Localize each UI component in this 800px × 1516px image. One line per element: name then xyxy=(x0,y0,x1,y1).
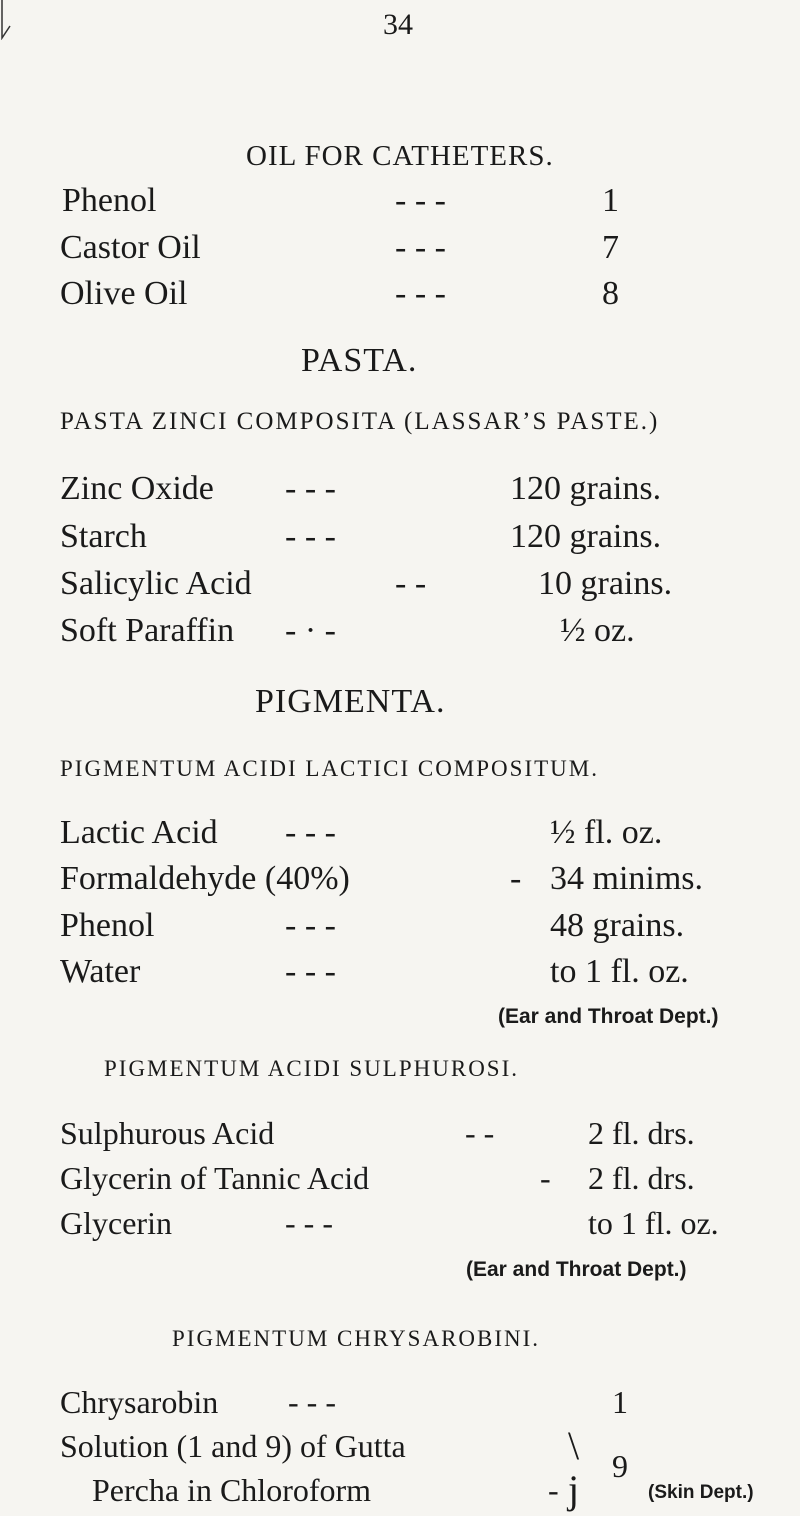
ingredient-name: Salicylic Acid xyxy=(60,565,252,602)
leader-dashes: - xyxy=(548,1472,559,1508)
ingredient-name: Sulphurous Acid xyxy=(60,1115,275,1151)
recipe-row-phenol xyxy=(0,182,800,226)
recipe-row-water xyxy=(0,953,800,997)
subheading-pigmentum-lactici: PIGMENTUM ACIDI LACTICI COMPOSITUM. xyxy=(60,756,599,781)
ingredient-quantity: 10 grains. xyxy=(538,565,673,602)
leader-dashes: - - - xyxy=(285,518,336,555)
leader-dashes: - - - xyxy=(285,907,336,944)
ingredient-name: Starch xyxy=(60,518,147,555)
recipe-row-zinc-oxide xyxy=(0,470,800,514)
recipe-row-lactic-acid xyxy=(0,814,800,858)
ingredient-name: Soft Paraffin xyxy=(60,612,235,649)
heading-pigmenta: PIGMENTA. xyxy=(255,683,446,720)
leader-dashes: - xyxy=(540,1160,551,1196)
ingredient-name: Water xyxy=(60,953,141,990)
page-number: 34 xyxy=(383,8,413,41)
leader-dashes: - - xyxy=(395,565,427,602)
department-note-chrysarobini: (Skin Dept.) xyxy=(648,1482,754,1503)
grouping-brace: \ xyxy=(568,1423,580,1468)
leader-dashes: - - - xyxy=(288,1384,336,1420)
subheading-pigmentum-sulphurosi: PIGMENTUM ACIDI SULPHUROSI. xyxy=(104,1056,520,1081)
ingredient-quantity: 2 fl. drs. xyxy=(588,1160,695,1196)
ingredient-name: Glycerin xyxy=(60,1205,172,1241)
leader-dashes: - - - xyxy=(395,182,446,219)
ingredient-name: Formaldehyde (40%) xyxy=(60,860,350,897)
ingredient-name: Chrysarobin xyxy=(60,1384,219,1420)
ingredient-name: Olive Oil xyxy=(60,275,188,312)
leader-dashes: - · - xyxy=(285,612,336,649)
ingredient-quantity: 1 xyxy=(612,1384,628,1420)
ingredient-name: Glycerin of Tannic Acid xyxy=(60,1160,370,1196)
page-corner-mark xyxy=(0,0,40,40)
department-note-sulphurosi: (Ear and Throat Dept.) xyxy=(466,1258,687,1281)
leader-dashes: - xyxy=(510,860,522,897)
recipe-row-castor-oil xyxy=(0,229,800,273)
subheading-pigmentum-chrysarobini: PIGMENTUM CHRYSAROBINI. xyxy=(172,1326,541,1351)
ingredient-quantity: ½ oz. xyxy=(560,612,635,649)
recipe-row-glycerin-tannic xyxy=(0,1160,800,1204)
ingredient-quantity: to 1 fl. oz. xyxy=(588,1205,719,1241)
ingredient-quantity: to 1 fl. oz. xyxy=(550,953,689,990)
ingredient-quantity: 48 grains. xyxy=(550,907,685,944)
recipe-row-soft-paraffin xyxy=(0,612,800,656)
ingredient-name: Phenol xyxy=(62,182,157,219)
ingredient-name-line2: Percha in Chloroform xyxy=(92,1472,372,1508)
recipe-row-glycerin xyxy=(0,1205,800,1249)
subheading-pasta-zinci: PASTA ZINCI COMPOSITA (LASSAR’S PASTE.) xyxy=(60,408,660,435)
grouping-brace-bottom: j xyxy=(568,1467,580,1512)
ingredient-quantity: ½ fl. oz. xyxy=(550,814,663,851)
leader-dashes: - - xyxy=(465,1115,495,1151)
leader-dashes: - - - xyxy=(285,953,336,990)
leader-dashes: - - - xyxy=(285,1205,333,1241)
ingredient-name: Zinc Oxide xyxy=(60,470,214,507)
section-title-oil-for-catheters: OIL FOR CATHETERS. xyxy=(246,140,554,172)
department-note-lactici: (Ear and Throat Dept.) xyxy=(498,1005,719,1028)
ingredient-quantity: 2 fl. drs. xyxy=(588,1115,695,1151)
ingredient-quantity: 1 xyxy=(602,182,619,219)
recipe-row-gutta-percha-line1 xyxy=(0,1423,800,1484)
leader-dashes: - - - xyxy=(395,229,446,266)
recipe-row-salicylic-acid xyxy=(0,565,800,609)
recipe-row-chrysarobin xyxy=(0,1384,800,1428)
ingredient-name: Castor Oil xyxy=(60,229,201,266)
recipe-row-starch xyxy=(0,518,800,562)
ingredient-name: Phenol xyxy=(60,907,155,944)
ingredient-quantity: 34 minims. xyxy=(550,860,704,897)
recipe-row-formaldehyde xyxy=(0,860,800,904)
ingredient-name-line1: Solution (1 and 9) of Gutta xyxy=(60,1428,406,1464)
heading-pasta: PASTA. xyxy=(301,342,418,379)
ingredient-quantity: 7 xyxy=(602,229,619,266)
ingredient-name: Lactic Acid xyxy=(60,814,218,851)
leader-dashes: - - - xyxy=(285,470,336,507)
recipe-row-sulphurous-acid xyxy=(0,1115,800,1159)
ingredient-quantity: 9 xyxy=(612,1448,628,1484)
recipe-row-olive-oil xyxy=(0,275,800,319)
ingredient-quantity: 120 grains. xyxy=(510,518,662,555)
recipe-row-phenol-pigmentum xyxy=(0,907,800,951)
leader-dashes: - - - xyxy=(395,275,446,312)
ingredient-quantity: 8 xyxy=(602,275,619,312)
ingredient-quantity: 120 grains. xyxy=(510,470,662,507)
leader-dashes: - - - xyxy=(285,814,336,851)
